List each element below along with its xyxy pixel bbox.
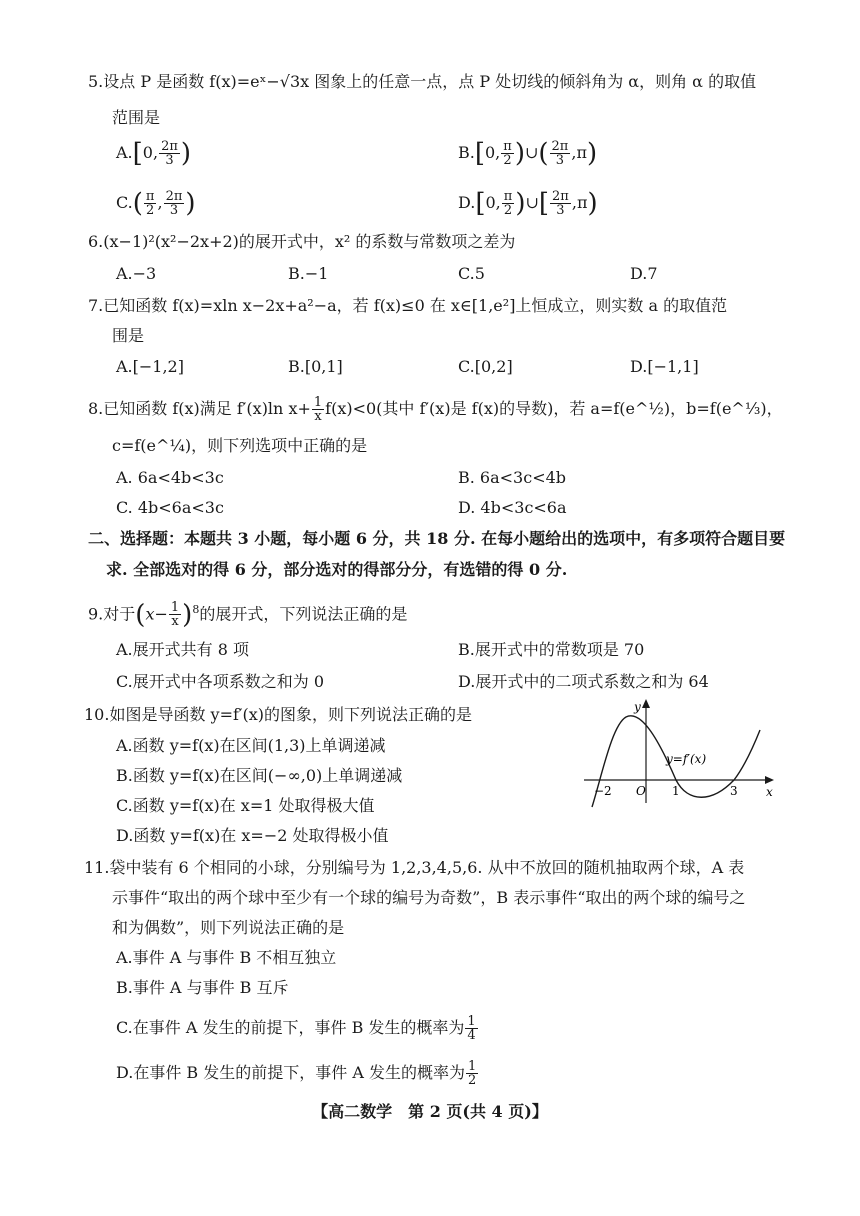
q11-option-c: C.在事件 A 发生的前提下，事件 B 发生的概率为 $\frac{1}{4}$ bbox=[116, 1014, 476, 1043]
q10-option-c: C.函数 y=f(x)在 x=1 处取得极大值 bbox=[116, 796, 375, 815]
section-2-heading-line1: 二、选择题：本题共 3 小题，每小题 6 分，共 18 分. 在每小题给出的选项中，有多项符合题目要 bbox=[88, 529, 786, 548]
page-footer: 【高二数学 第 2 页(共 4 页)】 bbox=[312, 1102, 548, 1121]
q6-option-d: D.7 bbox=[630, 264, 658, 283]
q11-option-a: A.事件 A 与事件 B 不相互独立 bbox=[116, 948, 337, 967]
q8-stem-line2: c=f(e^¼)，则下列选项中正确的是 bbox=[112, 436, 368, 455]
q5-option-b: B.[0, $\frac{\pi}{2}$ )∪( $\frac{2\pi}{3}$ ,π) bbox=[458, 138, 598, 169]
q9-stem: 9.对于(x− $\frac{1}{x}$ )$^8$的展开式，下列说法正确的是 bbox=[88, 599, 408, 630]
x-axis-arrow bbox=[765, 776, 774, 784]
q8-option-a: A. 6a<4b<3c bbox=[116, 468, 224, 487]
tick-label: 1 bbox=[672, 784, 680, 798]
q7-option-a: A.[−1,2] bbox=[116, 357, 184, 376]
q11-stem-line2: 示事件“取出的两个球中至少有一个球的编号为奇数”，B 表示事件“取出的两个球的编号之 bbox=[112, 888, 746, 907]
origin-label: O bbox=[636, 784, 646, 798]
q5-stem-line1: 5.设点 P 是函数 f(x)=eˣ−√3x 图象上的任意一点，点 P 处切线的倾斜角为 α，则角 α 的取值 bbox=[88, 72, 757, 91]
q8-stem-line1: 8.已知函数 f(x)满足 f′(x)ln x+ $\frac{1}{x}$ f(x)<0(其中 f′(x)是 f(x)的导数)，若 a=f(e^½)，b=f(e^⅓)， bbox=[88, 395, 783, 424]
q7-stem-line1: 7.已知函数 f(x)=xln x−2x+a²−a，若 f(x)≤0 在 x∈[1,e²]上恒成立，则实数 a 的取值范 bbox=[88, 296, 728, 315]
q10-option-a: A.函数 y=f(x)在区间(1,3)上单调递减 bbox=[116, 736, 386, 755]
tick-label: −2 bbox=[594, 784, 612, 798]
q7-option-c: C.[0,2] bbox=[458, 357, 513, 376]
q10-stem: 10.如图是导函数 y=f′(x)的图象，则下列说法正确的是 bbox=[84, 705, 473, 724]
q10-option-b: B.函数 y=f(x)在区间(−∞,0)上单调递减 bbox=[116, 766, 403, 785]
q6-option-c: C.5 bbox=[458, 264, 485, 283]
q8-option-d: D. 4b<3c<6a bbox=[458, 498, 567, 517]
q11-stem-line1: 11.袋中装有 6 个相同的小球，分别编号为 1,2,3,4,5,6. 从中不放回的随机抽取两个球，A 表 bbox=[84, 858, 745, 877]
q8-option-c: C. 4b<6a<3c bbox=[116, 498, 224, 517]
q10-option-d: D.函数 y=f(x)在 x=−2 处取得极小值 bbox=[116, 826, 389, 845]
q8-option-b: B. 6a<3c<4b bbox=[458, 468, 567, 487]
q9-option-c: C.展开式中各项系数之和为 0 bbox=[116, 672, 325, 691]
q7-option-d: D.[−1,1] bbox=[630, 357, 699, 376]
q7-option-b: B.[0,1] bbox=[288, 357, 343, 376]
q6-option-a: A.−3 bbox=[116, 264, 157, 283]
q5-option-d: D.[0, $\frac{\pi}{2}$ )∪[ $\frac{2\pi}{3}$ ,π) bbox=[458, 188, 598, 219]
q7-stem-line2: 围是 bbox=[112, 326, 145, 345]
q5-option-a: A.[0, $\frac{2\pi}{3}$ ) bbox=[116, 138, 192, 169]
q5-option-c: C.( $\frac{\pi}{2}$ , $\frac{2\pi}{3}$ ) bbox=[116, 188, 196, 219]
q11-option-b: B.事件 A 与事件 B 互斥 bbox=[116, 978, 289, 997]
q9-option-b: B.展开式中的常数项是 70 bbox=[458, 640, 645, 659]
section-2-heading-line2: 求. 全部选对的得 6 分，部分选对的得部分分，有选错的得 0 分. bbox=[106, 560, 568, 579]
q6-stem: 6.(x−1)²(x²−2x+2)的展开式中，x² 的系数与常数项之差为 bbox=[88, 232, 516, 251]
tick-label: 3 bbox=[730, 784, 738, 798]
x-axis-label: x bbox=[766, 785, 773, 799]
q11-option-d: D.在事件 B 发生的前提下，事件 A 发生的概率为 $\frac{1}{2}$ bbox=[116, 1059, 477, 1088]
q5-stem-line2: 范围是 bbox=[112, 108, 161, 127]
q6-option-b: B.−1 bbox=[288, 264, 329, 283]
y-axis-label: y bbox=[634, 700, 641, 714]
y-axis-arrow bbox=[642, 699, 650, 708]
q11-stem-line3: 和为偶数”，则下列说法正确的是 bbox=[112, 918, 345, 937]
derivative-graph bbox=[580, 695, 780, 810]
q9-option-d: D.展开式中的二项式系数之和为 64 bbox=[458, 672, 709, 691]
curve-label: y=f′(x) bbox=[666, 752, 707, 766]
q9-option-a: A.展开式共有 8 项 bbox=[116, 640, 249, 659]
